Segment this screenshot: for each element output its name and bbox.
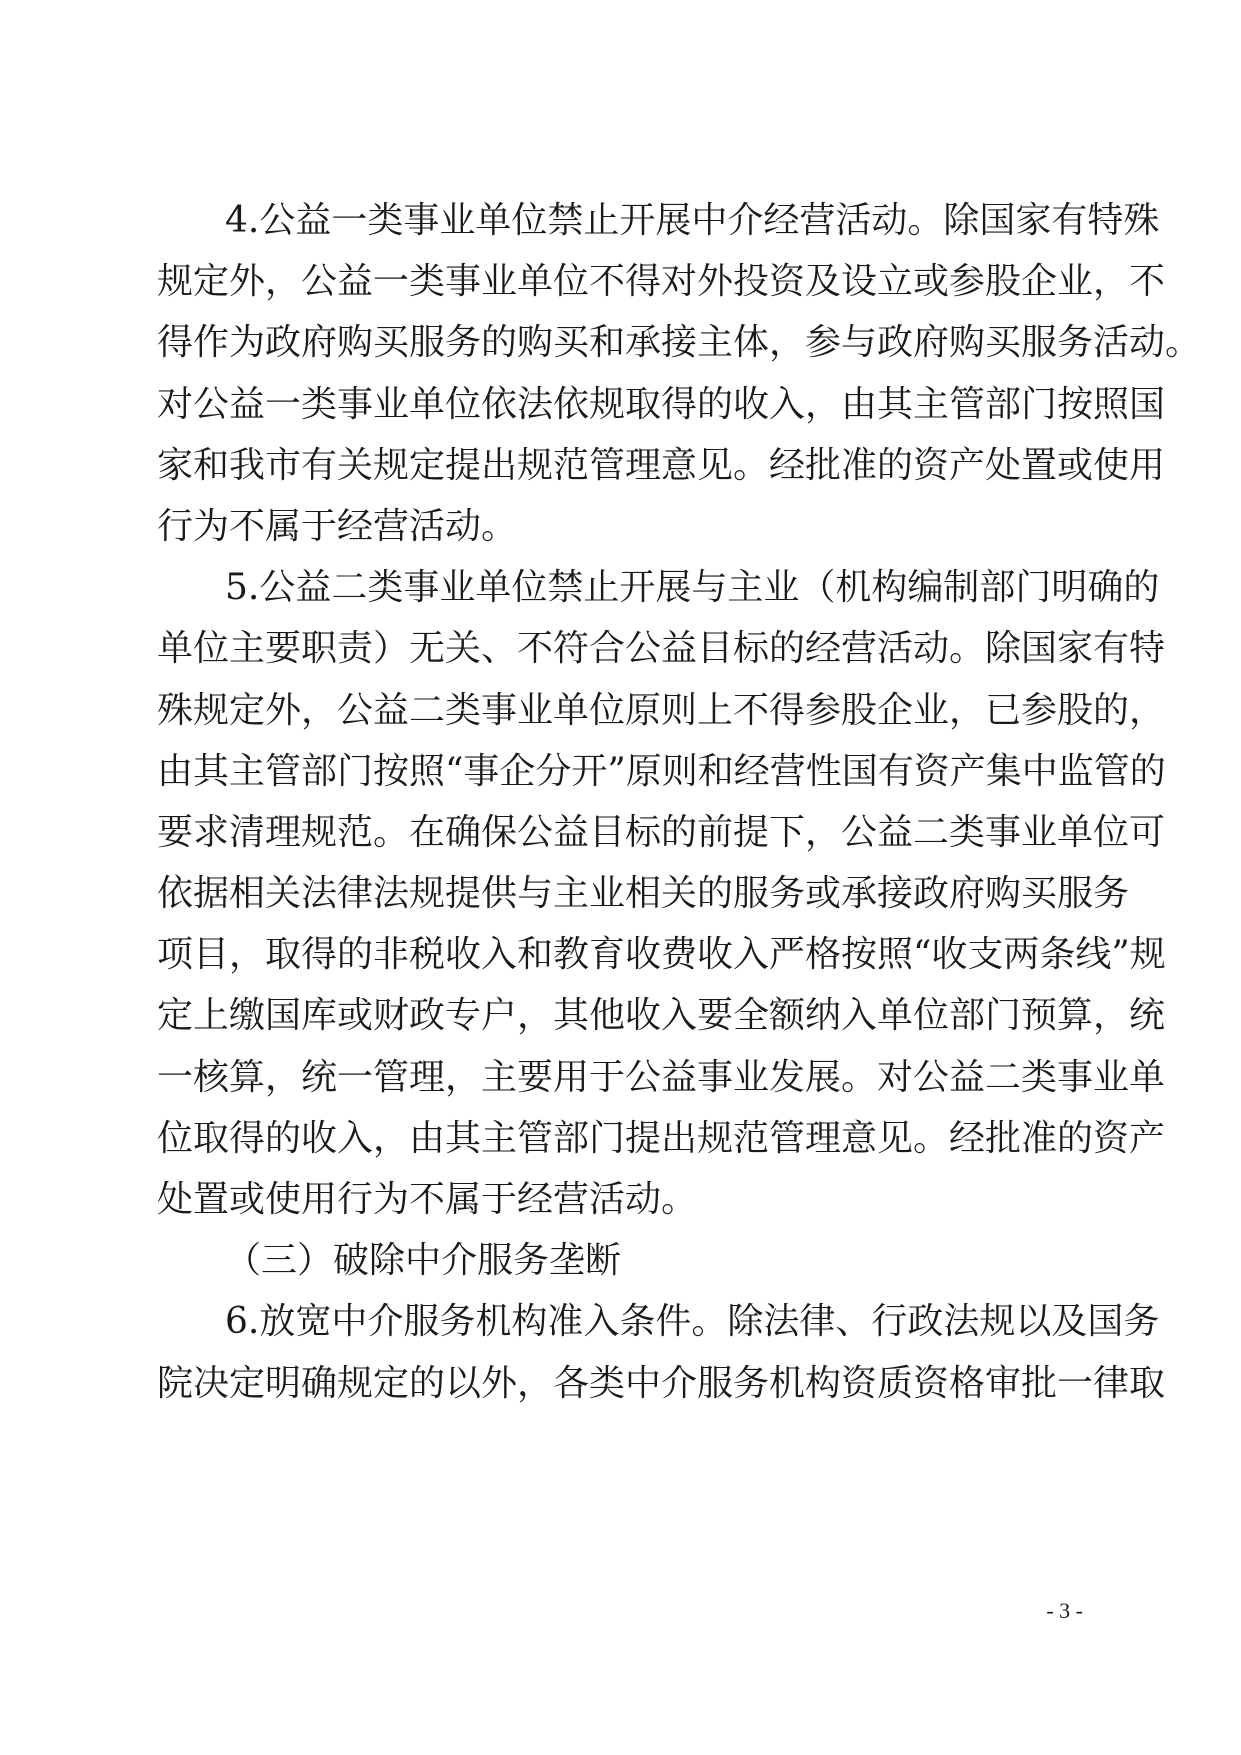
text-line: 定上缴国库或财政专户，其他收入要全额纳入单位部门预算，统 bbox=[157, 995, 1166, 1037]
text-line: 一核算，统一管理，主要用于公益事业发展。对公益二类事业单 bbox=[157, 1056, 1166, 1098]
paragraph-item-5 bbox=[157, 557, 1166, 1230]
text-line: 4.公益一类事业单位禁止开展中介经营活动。除国家有特殊 bbox=[225, 200, 1160, 241]
text-line: 依据相关法律法规提供与主业相关的服务或承接政府购买服务 bbox=[157, 873, 1130, 915]
document-body bbox=[157, 190, 1202, 1414]
text-line: 规定外，公益一类事业单位不得对外投资及设立或参股企业，不 bbox=[157, 261, 1166, 303]
text-line: 对公益一类事业单位依法依规取得的收入，由其主管部门按照国 bbox=[157, 383, 1166, 425]
text-line: 家和我市有关规定提出规范管理意见。经批准的资产处置或使用 bbox=[157, 444, 1166, 486]
text-line: 院决定明确规定的以外，各类中介服务机构资质资格审批一律取 bbox=[157, 1362, 1166, 1404]
text-line: 位取得的收入，由其主管部门提出规范管理意见。经批准的资产 bbox=[157, 1117, 1166, 1159]
text-line: 行为不属于经营活动。 bbox=[157, 505, 518, 547]
text-line: 处置或使用行为不属于经营活动。 bbox=[157, 1179, 698, 1220]
paragraph-item-4 bbox=[157, 190, 1202, 557]
text-line: 6.放宽中介服务机构准入条件。除法律、行政法规以及国务 bbox=[225, 1301, 1160, 1343]
text-line: 由其主管部门按照“事企分开”原则和经营性国有资产集中监管的 bbox=[157, 750, 1166, 792]
text-line: 得作为政府购买服务的购买和承接主体，参与政府购买服务活动。 bbox=[157, 322, 1202, 364]
section-heading: （三）破除中介服务垄断 bbox=[225, 1240, 622, 1282]
text-line: 殊规定外，公益二类事业单位原则上不得参股企业，已参股的， bbox=[157, 689, 1166, 731]
page-number: - 3 - bbox=[1046, 1598, 1083, 1623]
text-line: 5.公益二类事业单位禁止开展与主业（机构编制部门明确的 bbox=[225, 567, 1160, 609]
paragraph-item-6 bbox=[157, 1291, 1166, 1413]
text-line: 单位主要职责）无关、不符合公益目标的经营活动。除国家有特 bbox=[157, 628, 1166, 670]
text-line: 要求清理规范。在确保公益目标的前提下，公益二类事业单位可 bbox=[157, 811, 1166, 853]
section-heading-3 bbox=[157, 1230, 1087, 1291]
text-line: 项目，取得的非税收入和教育收费收入严格按照“收支两条线”规 bbox=[157, 934, 1166, 976]
